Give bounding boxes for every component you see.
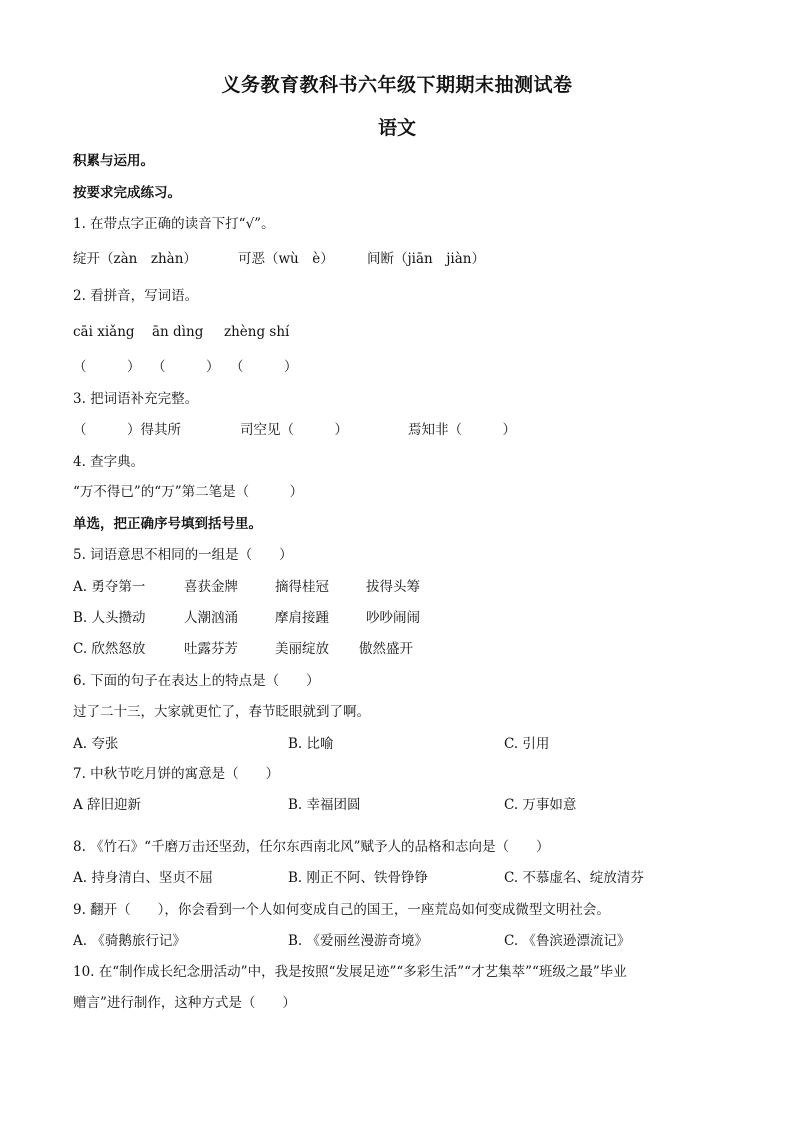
q2-pinyin-1: cāi xiǎng xyxy=(73,324,135,340)
q8-option-b: B. 刚正不阿、铁骨铮铮 xyxy=(288,870,429,886)
q2-pinyin-3: zhèng shí xyxy=(224,324,290,340)
q5-a-word-2: 喜获金牌 xyxy=(184,579,238,595)
q5-c-word-1: C. 欣然怒放 xyxy=(73,641,146,657)
q1-item-1: 绽开（zàn zhàn） xyxy=(73,251,197,267)
q9-option-c: C. 《鲁滨逊漂流记》 xyxy=(504,933,631,949)
q8-option-c: C. 不慕虚名、绽放清芬 xyxy=(504,870,644,886)
section-heading-single-choice: 单选，把正确序号填到括号里。 xyxy=(73,516,262,532)
q5-c-word-4: 傲然盛开 xyxy=(359,641,413,657)
q8-option-a: A. 持身清白、坚贞不屈 xyxy=(73,870,213,886)
question-6-sentence: 过了二十三，大家就更忙了，春节眨眼就到了啊。 xyxy=(73,704,370,720)
q6-option-a: A. 夸张 xyxy=(73,736,119,752)
q5-c-word-3: 美丽绽放 xyxy=(275,641,329,657)
q5-b-word-3: 摩肩接踵 xyxy=(275,610,329,626)
section-heading-accumulation: 积累与运用。 xyxy=(73,153,154,169)
q5-option-b xyxy=(0,609,794,627)
question-10-line-2: 赠言”进行制作，这种方式是（ ） xyxy=(73,995,296,1011)
question-9-stem: 9. 翻开（ ），你会看到一个人如何变成自己的国王，一座荒岛如何变成微型文明社会。 xyxy=(73,902,610,918)
q5-b-word-1: B. 人头攒动 xyxy=(73,610,146,626)
question-5-stem: 5. 词语意思不相同的一组是（ ） xyxy=(73,547,293,563)
question-2-blanks xyxy=(0,358,794,376)
question-3-items xyxy=(0,421,794,439)
q7-option-c: C. 万事如意 xyxy=(504,797,577,813)
q2-blank-3[interactable]: （ ） xyxy=(230,359,298,375)
q9-option-b: B. 《爱丽丝漫游奇境》 xyxy=(288,933,429,949)
q6-option-b: B. 比喻 xyxy=(288,736,334,752)
question-1-items xyxy=(0,250,794,268)
q7-option-a: A 辞旧迎新 xyxy=(73,797,142,813)
q5-c-word-2: 吐露芬芳 xyxy=(184,641,238,657)
question-10-line-1: 10. 在“制作成长纪念册活动”中，我是按照“发展足迹”“多彩生活”“才艺集萃”“班级之最”毕业 xyxy=(73,964,627,980)
q5-a-word-1: A. 勇夺第一 xyxy=(73,579,146,595)
q2-blank-1[interactable]: （ ） xyxy=(73,359,141,375)
question-3-stem: 3. 把词语补充完整。 xyxy=(73,391,199,407)
question-7-stem: 7. 中秋节吃月饼的寓意是（ ） xyxy=(73,766,280,782)
q2-blank-2[interactable]: （ ） xyxy=(152,359,220,375)
question-2-pinyin xyxy=(0,323,794,341)
q9-option-a: A. 《骑鹅旅行记》 xyxy=(73,933,186,949)
question-4-stem: 4. 查字典。 xyxy=(73,454,145,470)
q5-a-word-3: 摘得桂冠 xyxy=(275,579,329,595)
question-4-line: “万不得已”的“万”第二笔是（ ） xyxy=(73,484,304,500)
q2-pinyin-2: ān dìng xyxy=(152,324,204,340)
q3-item-1: （ ）得其所 xyxy=(73,422,181,438)
exam-title: 义务教育教科书六年级下期期末抽测试卷 xyxy=(221,74,573,96)
question-6-stem: 6. 下面的句子在表达上的特点是（ ） xyxy=(73,673,320,689)
q5-option-c xyxy=(0,640,794,658)
q7-option-b: B. 幸福团圆 xyxy=(288,797,361,813)
q6-options xyxy=(0,735,794,753)
q5-b-word-2: 人潮汹涌 xyxy=(184,610,238,626)
question-2-stem: 2. 看拼音，写词语。 xyxy=(73,288,199,304)
q5-option-a xyxy=(0,578,794,596)
question-1-stem: 1. 在带点字正确的读音下打“√”。 xyxy=(73,216,275,232)
q3-item-3: 焉知非（ ） xyxy=(408,422,516,438)
section-heading-practice: 按要求完成练习。 xyxy=(73,185,181,201)
q5-b-word-4: 吵吵闹闹 xyxy=(366,610,420,626)
q8-options xyxy=(0,869,794,887)
question-8-stem: 8. 《竹石》“千磨万击还坚劲，任尔东西南北风”赋予人的品格和志向是（ ） xyxy=(73,839,550,855)
q6-option-c: C. 引用 xyxy=(504,736,550,752)
q3-item-2: 司空见（ ） xyxy=(240,422,348,438)
q5-a-word-4: 拔得头筹 xyxy=(366,579,420,595)
q1-item-3: 间断（jiān jiàn） xyxy=(367,251,485,267)
q7-options xyxy=(0,796,794,814)
q9-options xyxy=(0,932,794,950)
q1-item-2: 可恶（wù è） xyxy=(238,251,334,267)
exam-subject: 语文 xyxy=(377,117,416,139)
